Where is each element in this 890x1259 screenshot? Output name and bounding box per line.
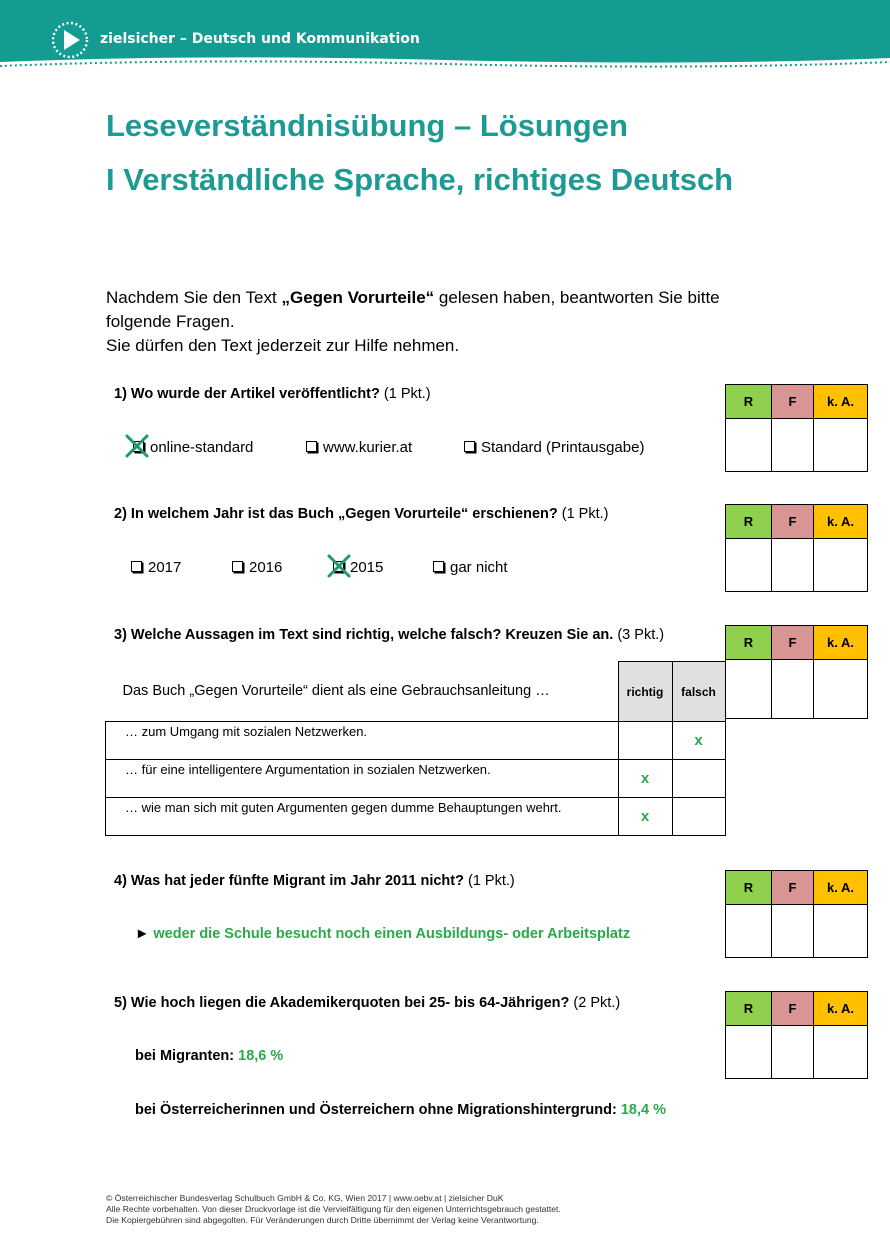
footer-line-3: Die Kopiergebühren sind abgegolten. Für Veränderungen durch Dritte übernimmt der Verlag keine Verantwortung. [106, 1215, 539, 1225]
answer-5b [135, 1102, 666, 1118]
footer-line-1: © Österreichischer Bundesverlag Schulbuch GmbH & Co. KG, Wien 2017 | www.oebv.at | zielsicher DuK [106, 1193, 504, 1203]
score-r-header: R [726, 992, 772, 1026]
intro-part2: gelesen haben, beantworten Sie bitte [434, 288, 720, 307]
question-2-points: (1 Pkt.) [557, 506, 609, 522]
statements-lead: Das Buch „Gegen Vorurteile“ dient als eine Gebrauchsanleitung … [122, 683, 550, 700]
intro-line2: folgende Fragen. [106, 312, 235, 331]
question-5 [114, 995, 620, 1011]
score-f-header: F [772, 992, 814, 1026]
q2-option-4[interactable] [433, 559, 508, 576]
falsch-cell[interactable]: x [672, 722, 725, 760]
score-r-cell[interactable] [726, 905, 772, 958]
question-5-text: 5) Wie hoch liegen die Akademikerquoten bei 25- bis 64-Jährigen? [114, 995, 570, 1011]
answer-5a-label: bei Migranten: [135, 1048, 239, 1064]
question-4 [114, 873, 515, 889]
score-ka-header: k. A. [814, 871, 868, 905]
q1-option-3[interactable] [464, 439, 644, 456]
score-r-header: R [726, 871, 772, 905]
answer-4 [135, 926, 630, 942]
q2-option-3-label: 2015 [350, 559, 384, 576]
score-ka-header: k. A. [814, 505, 868, 539]
answer-5b-label: bei Österreicherinnen und Österreichern ohne Migrationshintergrund: [135, 1102, 621, 1118]
answer-5a [135, 1048, 283, 1064]
score-f-cell[interactable] [772, 539, 814, 592]
table-row [106, 760, 726, 798]
score-f-cell[interactable] [772, 1026, 814, 1079]
question-4-points: (1 Pkt.) [463, 873, 515, 889]
intro-text-title: „Gegen Vorurteile“ [281, 288, 435, 307]
score-r-header: R [726, 626, 772, 660]
q1-option-2-label: www.kurier.at [323, 439, 413, 456]
score-r-header: R [726, 385, 772, 419]
question-5-points: (2 Pkt.) [569, 995, 621, 1011]
q2-option-2[interactable] [232, 559, 282, 576]
statement-text: … zum Umgang mit sozialen Netzwerken. [106, 722, 619, 760]
score-table-q4 [725, 870, 868, 958]
question-3 [114, 627, 664, 643]
score-f-header: F [772, 871, 814, 905]
intro-text [106, 286, 720, 358]
falsch-cell[interactable] [672, 798, 725, 836]
footer [106, 1193, 561, 1226]
question-2 [114, 506, 609, 522]
score-ka-header: k. A. [814, 385, 868, 419]
arrow-right-icon: ► [135, 926, 150, 942]
question-4-text: 4) Was hat jeder fünfte Migrant im Jahr 2011 nicht? [114, 873, 464, 889]
play-logo-icon [50, 20, 90, 60]
answer-5b-value: 18,4 % [620, 1102, 666, 1118]
question-3-text: 3) Welche Aussagen im Text sind richtig, welche falsch? Kreuzen Sie an. [114, 627, 614, 643]
score-f-header: F [772, 385, 814, 419]
col-falsch-header: falsch [672, 662, 725, 722]
col-richtig-header: richtig [618, 662, 672, 722]
q2-option-1-label: 2017 [148, 559, 182, 576]
table-row [106, 722, 726, 760]
q1-option-3-label: Standard (Printausgabe) [481, 439, 645, 456]
score-f-cell[interactable] [772, 905, 814, 958]
cross-mark-icon [326, 553, 352, 579]
table-row [106, 798, 726, 836]
richtig-cell[interactable]: x [618, 760, 672, 798]
q2-option-4-label: gar nicht [450, 559, 508, 576]
statement-text: … wie man sich mit guten Argumenten gegen dumme Behauptungen wehrt. [106, 798, 619, 836]
score-f-cell[interactable] [772, 419, 814, 472]
page-title: Leseverständnisübung – Lösungen [106, 108, 628, 143]
score-table-q2 [725, 504, 868, 592]
q2-option-1[interactable] [131, 559, 181, 576]
intro-line3: Sie dürfen den Text jederzeit zur Hilfe nehmen. [106, 336, 460, 355]
question-1-points: (1 Pkt.) [379, 386, 431, 402]
checkbox-icon[interactable] [433, 561, 444, 572]
score-ka-header: k. A. [814, 992, 868, 1026]
statement-text: … für eine intelligentere Argumentation in sozialen Netzwerken. [106, 760, 619, 798]
footer-line-2: Alle Rechte vorbehalten. Von dieser Druckvorlage ist die Vervielfältigung für den eigenen Unterrichtsgebrauch gestattet. [106, 1204, 561, 1214]
score-f-header: F [772, 626, 814, 660]
score-r-cell[interactable] [726, 419, 772, 472]
falsch-cell[interactable] [672, 760, 725, 798]
score-ka-cell[interactable] [814, 905, 868, 958]
brand-name: zielsicher – Deutsch und Kommunikation [100, 31, 420, 47]
score-r-cell[interactable] [726, 539, 772, 592]
richtig-cell[interactable] [618, 722, 672, 760]
score-table-q3 [725, 625, 868, 719]
q1-option-1[interactable] [133, 439, 253, 456]
checkbox-icon[interactable] [464, 441, 475, 452]
score-r-header: R [726, 505, 772, 539]
score-f-cell[interactable] [772, 660, 814, 719]
score-f-header: F [772, 505, 814, 539]
q2-option-2-label: 2016 [249, 559, 283, 576]
score-ka-header: k. A. [814, 626, 868, 660]
question-1-text: 1) Wo wurde der Artikel veröffentlicht? [114, 386, 380, 402]
score-table-q5 [725, 991, 868, 1079]
checkbox-icon[interactable] [232, 561, 243, 572]
score-r-cell[interactable] [726, 1026, 772, 1079]
q1-option-1-label: online-standard [150, 439, 254, 456]
page-subtitle: I Verständliche Sprache, richtiges Deutsch [106, 162, 734, 197]
checkbox-icon[interactable] [306, 441, 317, 452]
score-table-q1 [725, 384, 868, 472]
statements-table [105, 661, 726, 836]
score-ka-cell[interactable] [814, 660, 868, 719]
intro-part1: Nachdem Sie den Text [106, 288, 282, 307]
score-ka-cell[interactable] [814, 539, 868, 592]
checkbox-icon[interactable] [131, 561, 142, 572]
score-ka-cell[interactable] [814, 419, 868, 472]
question-3-points: (3 Pkt.) [613, 627, 665, 643]
question-1 [114, 386, 431, 402]
richtig-cell[interactable]: x [618, 798, 672, 836]
score-ka-cell[interactable] [814, 1026, 868, 1079]
question-2-text: 2) In welchem Jahr ist das Buch „Gegen Vorurteile“ erschienen? [114, 506, 558, 522]
answer-5a-value: 18,6 % [238, 1048, 284, 1064]
q1-option-2[interactable] [306, 439, 412, 456]
score-r-cell[interactable] [726, 660, 772, 719]
cross-mark-icon [124, 433, 150, 459]
answer-4-text: weder die Schule besucht noch einen Ausbildungs- oder Arbeitsplatz [153, 926, 631, 942]
